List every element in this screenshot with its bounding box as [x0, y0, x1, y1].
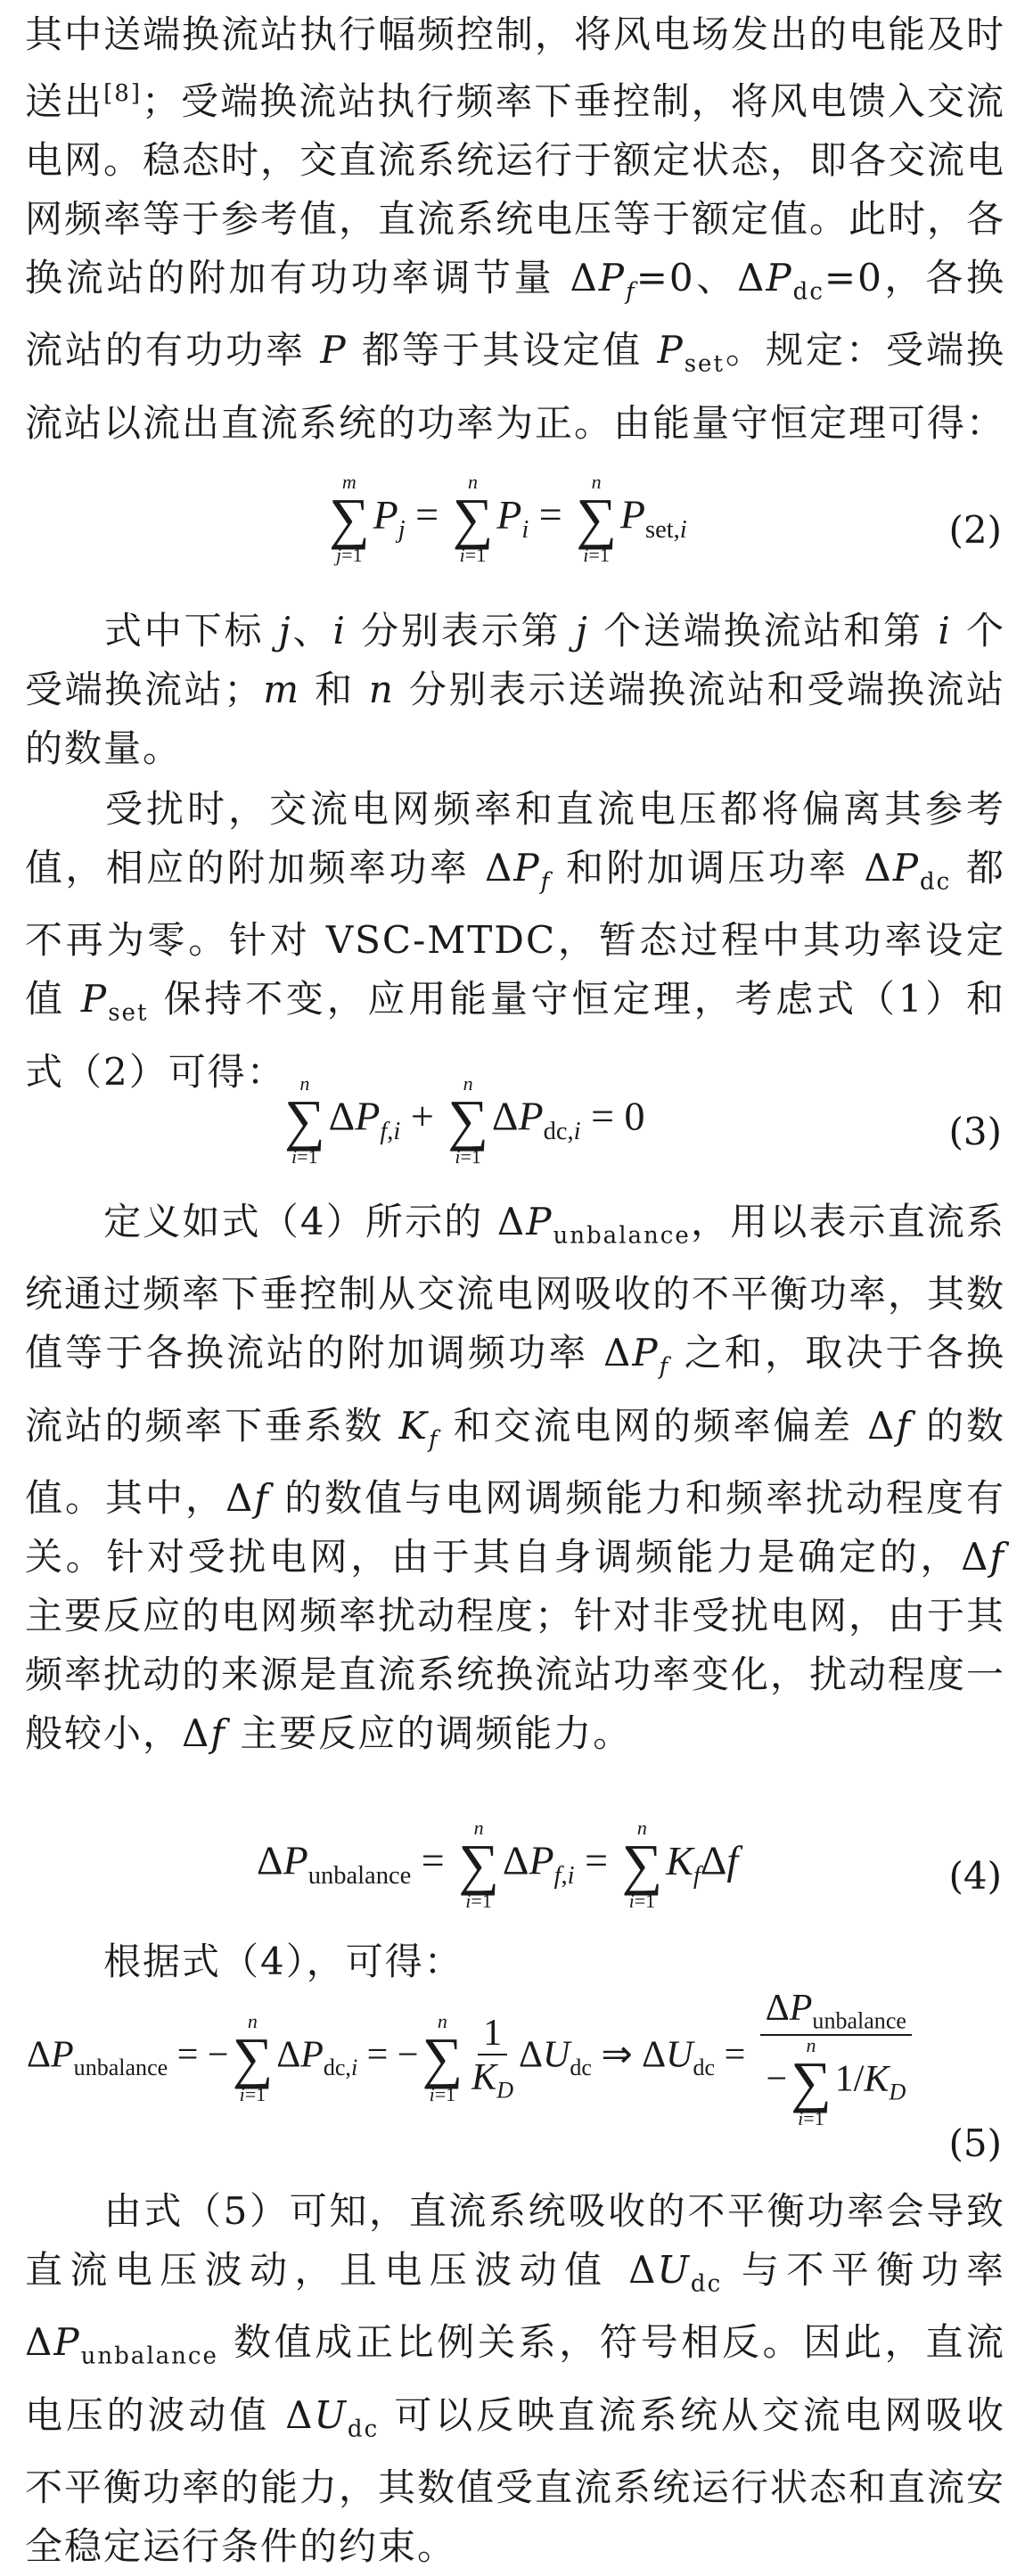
equation-3-number: (3): [948, 1110, 1002, 1153]
paragraph-3: 受扰时，交流电网频率和直流电压都将偏离其参考值，相应的附加频率功率 $\Delta P_f$ 和附加调压功率 $\Delta P_{dc}$ 都不再为零。针对 VSC-MTDC，暂态过程中其功率设定值 $P_{set}$ 保持不变，应用能量守恒定理，考虑式（1）和式（2）可得：: [25, 787, 1005, 1094]
equation-2: m ∑ j=1 $P_j$ = n ∑ i=1 $P_i$ = n ∑ i=1 $P_{set,i}$ (2): [329, 471, 1002, 566]
paragraph-4: 定义如式（4）所示的 $\Delta P_{unbalance}$，用以表示直流系统通过频率下垂控制从交流电网吸收的不平衡功率，其数值等于各换流站的附加调频功率 $\Delta P_f$ 之和，取决于各换流站的频率下垂系数 $K_f$ 和交流电网的频率偏差 Δf 的数值。其中，Δf 的数值与电网调频能力和频率扰动程度有关。针对受扰电网，由于其自身调频能力是确定的，Δf 主要反应的电网频率扰动程度；针对非受扰电网，由于其频率扰动的来源是直流系统换流站功率变化，扰动程度一般较小，Δf 主要反应的调频能力。: [25, 1200, 1006, 1756]
equation-4-number: (4): [948, 1854, 1002, 1898]
equation-4: $\Delta P_{unbalance}$ = n ∑ i=1 $\Delta P_{f,i}$ = n ∑ i=1 $K_f\Delta f$ (4): [257, 1817, 1002, 1912]
equation-5-number: (5): [948, 2121, 1002, 2165]
equation-2-number: (2): [948, 508, 1002, 552]
paragraph-2: 式中下标 j、i 分别表示第 j 个送端换流站和第 i 个受端换流站；m 和 n 分别表示送端换流站和受端换流站的数量。: [25, 609, 1005, 770]
paragraph-5-text: 根据式（4），可得：: [103, 1940, 463, 1983]
equation-5: $\Delta P_{unbalance}$ = − n ∑ i=1 $\Delta P_{dc,i}$ = − n ∑ i=1 $\frac{1}{K_D}$ $\Delta U_{dc}$ ⇒ $\Delta U_{dc}$ = $\Delta P_{unbalance}$ − n ∑ i=1 $1/K_D$ (5): [27, 1988, 1002, 2165]
equation-3: n ∑ i=1 $\Delta P_{f,i}$ + n ∑ i=1 $\Delta P_{dc,i} = 0$ (3): [284, 1072, 1002, 1168]
paragraph-6: 由式（5）可知，直流系统吸收的不平衡功率会导致直流电压波动，且电压波动值 $\Delta U_{dc}$ 与不平衡功率 $\Delta P_{unbalance}$ 数值成正比例关系，符号相反。因此，直流电压的波动值 $\Delta U_{dc}$ 可以反映直流系统从交流电网吸收不平衡功率的能力，其数值受直流系统运行状态和直流安全稳定运行条件的约束。: [25, 2189, 1006, 2569]
paragraph-1: 其中送端换流站执行幅频控制，将风电场发出的电能及时送出[8]；受端换流站执行频率下垂控制，将风电馈入交流电网。稳态时，交直流系统运行于额定状态，即各交流电网频率等于参考值，直流系统电压等于额定值。此时，各换流站的附加有功功率调节量 $\Delta P_f=0$、$\Delta P_{dc}=0$，各换流站的有功功率 P 都等于其设定值 $P_{set}$。规定：受端换流站以流出直流系统的功率为正。由能量守恒定理可得：: [25, 12, 1006, 445]
